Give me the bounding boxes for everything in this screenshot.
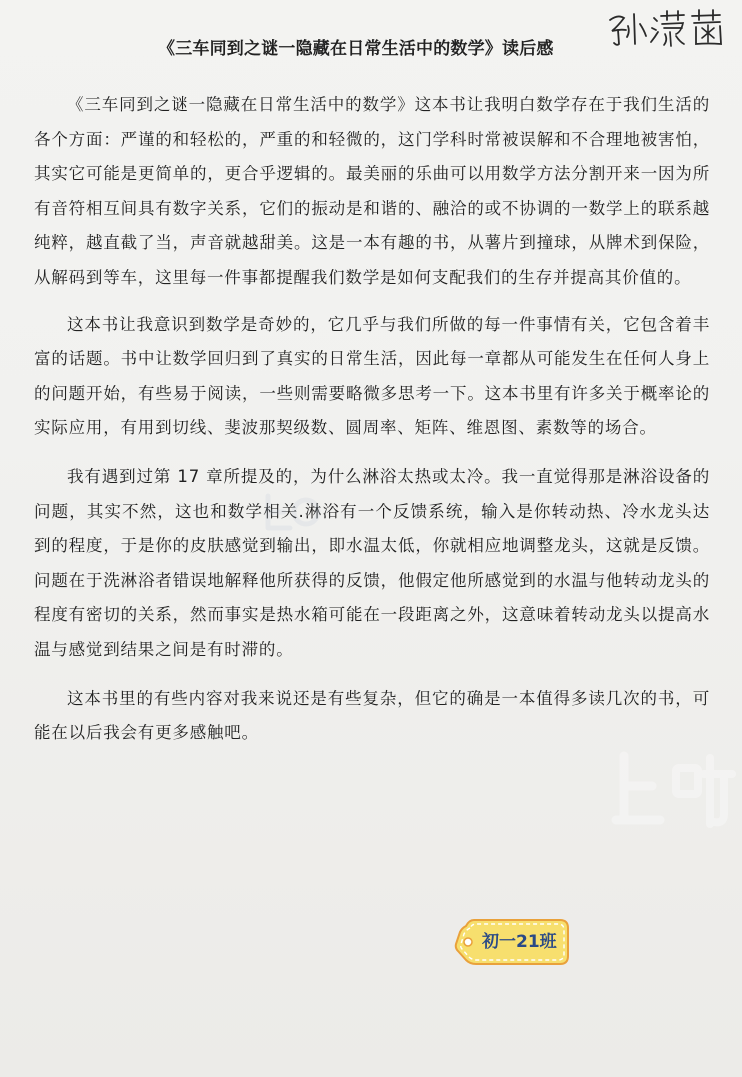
- class-label: 初一21班: [482, 932, 557, 952]
- author-signature: [604, 4, 730, 52]
- handwritten-signature-image: [604, 4, 730, 52]
- watermark-faint-icon: [260, 486, 324, 536]
- essay-body: [34, 88, 710, 751]
- class-tag-sticker: [452, 914, 572, 970]
- watermark-logo-icon: [606, 744, 742, 834]
- paragraph-2: 这本书让我意识到数学是奇妙的，它几乎与我们所做的每一件事情有关，它包含着丰富的话题。书中让数学回归到了真实的日常生活，因此每一章都从可能发生在任何人身上的问题开始，有些易于阅读，一些则需要略微多思考一下。这本书里有许多关于概率论的实际应用，有用到切线、斐波那契级数、圆周率、矩阵、维恩图、素数等的场合。: [34, 314, 710, 438]
- page-title: 《三车同到之谜一隐藏在日常生活中的数学》读后感: [158, 39, 554, 59]
- paragraph-4: 这本书里的有些内容对我来说还是有些复杂，但它的确是一本值得多读几次的书，可能在以后我会有更多感触吧。: [34, 688, 710, 743]
- paragraph-1: 《三车同到之谜一隐藏在日常生活中的数学》这本书让我明白数学存在于我们生活的各个方面：严谨的和轻松的，严重的和轻微的，这门学科时常被误解和不合理地被害怕，其实它可能是更简单的，更合乎逻辑的。最美丽的乐曲可以用数学方法分割开来一因为所有音符相互间具有数字关系，它们的振动是和谐的、融洽的或不协调的一数学上的联系越纯粹，越直截了当，声音就越甜美。这是一本有趣的书，从薯片到撞球，从牌术到保险，从解码到等车，这里每一件事都提醒我们数学是如何支配我们的生存并提高其价值的。: [34, 95, 710, 287]
- paragraph-3: 我有遇到过第 17 章所提及的，为什么淋浴太热或太冷。我一直觉得那是淋浴设备的问题，其实不然，这也和数学相关.淋浴有一个反馈系统，输入是你转动热、冷水龙头达到的程度，于是你的皮肤感觉到输出，即水温太低，你就相应地调整龙头，这就是反馈。问题在于洗淋浴者错误地解释他所获得的反馈，他假定他所感觉到的水温与他转动龙头的程度有密切的关系，然而事实是热水箱可能在一段距离之外，这意味着转动龙头以提高水温与感觉到结果之间是有时滞的。: [34, 466, 710, 659]
